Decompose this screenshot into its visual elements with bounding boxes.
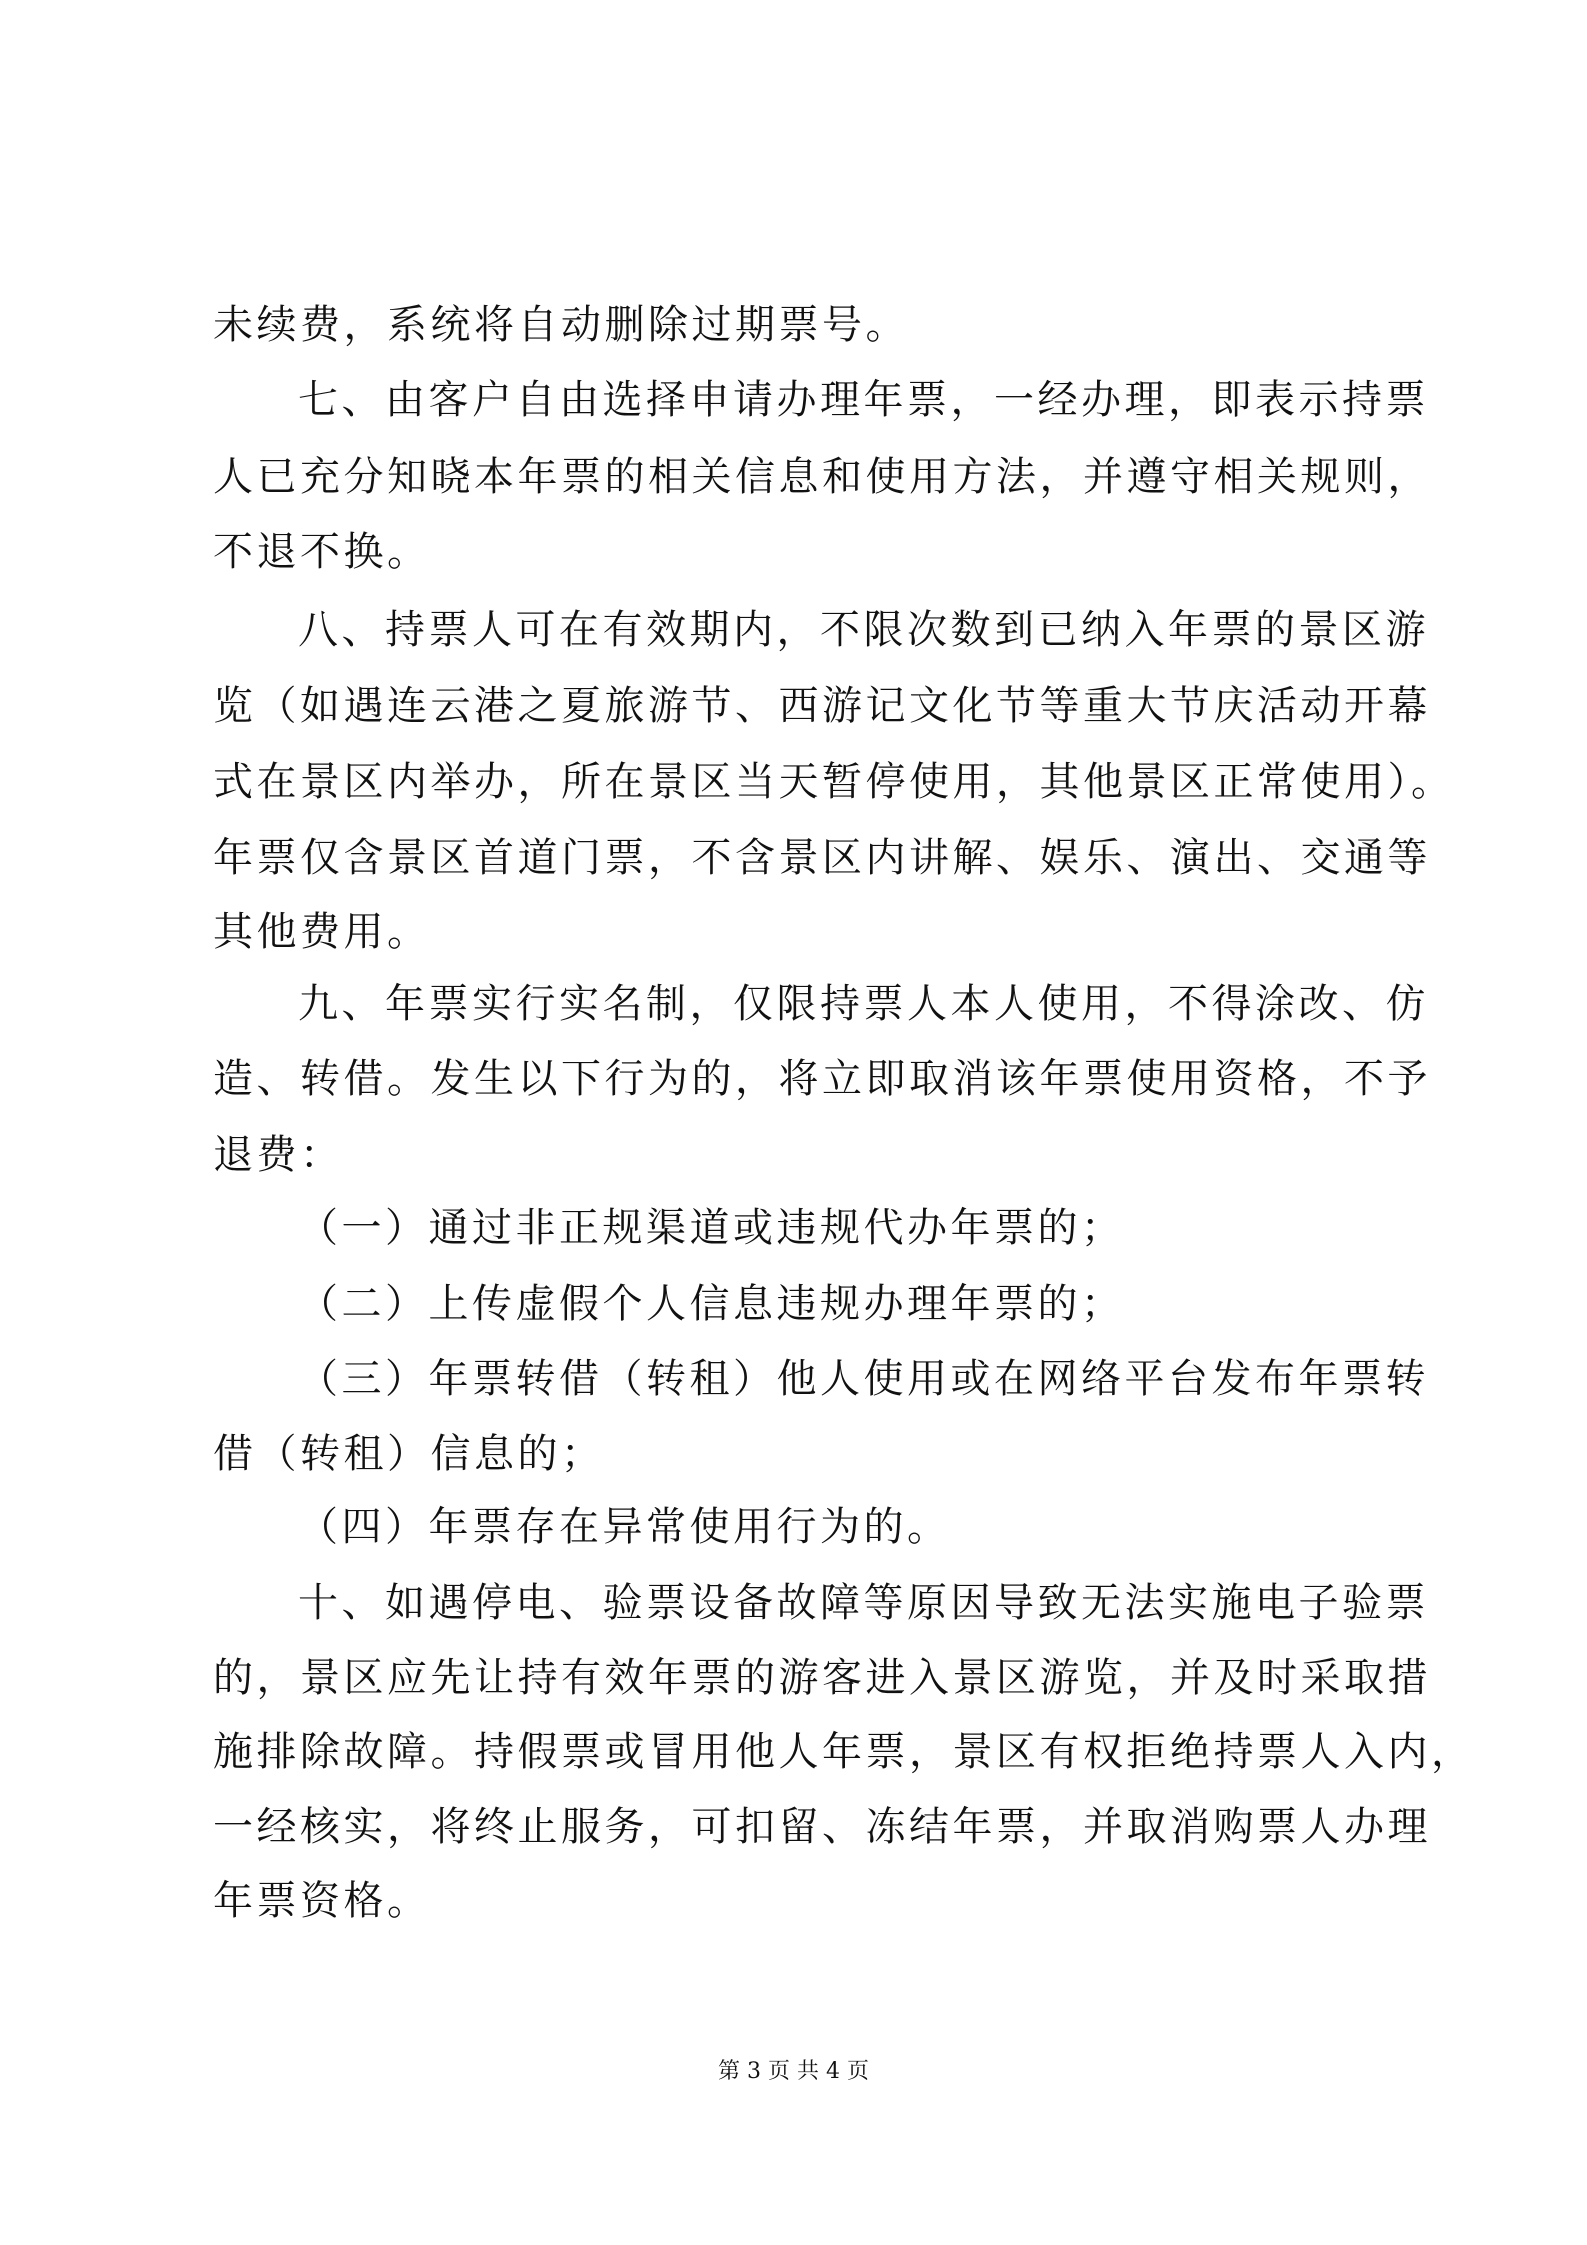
text-line (0, 1039, 1587, 1119)
line-text: （一）通过非正规渠道或违规代办年票的； (298, 1205, 1125, 1251)
line-text: 造、转借。发生以下行为的，将立即取消该年票使用资格，不予 (213, 1056, 1431, 1102)
text-line (0, 1861, 1587, 1941)
text-line (0, 437, 1587, 517)
line-text: （四）年票存在异常使用行为的。 (298, 1504, 951, 1550)
text-line (0, 818, 1587, 898)
line-text: 其他费用。 (213, 909, 431, 955)
text-line (0, 666, 1587, 746)
line-text: 式在景区内举办，所在景区当天暂停使用，其他景区正常使用）。 (213, 759, 1455, 805)
text-line (0, 1188, 1587, 1268)
text-line (0, 1487, 1587, 1567)
line-text: （三）年票转借（转租）他人使用或在网络平台发布年票转 (298, 1356, 1429, 1402)
line-text: 九、年票实行实名制，仅限持票人本人使用，不得涂改、仿 (298, 981, 1429, 1027)
line-text: 未续费，系统将自动删除过期票号。 (213, 302, 909, 348)
text-line (0, 590, 1587, 670)
page-number-footer: 第 3 页 共 4 页 (718, 2059, 869, 2084)
line-text: 一经核实，将终止服务，可扣留、冻结年票，并取消购票人办理 (213, 1804, 1431, 1850)
text-line (0, 1563, 1587, 1643)
line-text: 览（如遇连云港之夏旅游节、西游记文化节等重大节庆活动开幕 (213, 683, 1431, 729)
line-text: 借（转租）信息的； (213, 1431, 605, 1477)
text-line (0, 1115, 1587, 1195)
text-line (0, 1712, 1587, 1792)
line-text: 施排除故障。持假票或冒用他人年票，景区有权拒绝持票人入内， (213, 1729, 1475, 1775)
text-line (0, 512, 1587, 592)
line-text: 年票资格。 (213, 1878, 431, 1924)
text-line (0, 360, 1587, 440)
text-line (0, 1638, 1587, 1718)
text-line (0, 742, 1587, 822)
line-text: 的，景区应先让持有效年票的游客进入景区游览，并及时采取措 (213, 1655, 1431, 1701)
line-text: 年票仅含景区首道门票，不含景区内讲解、娱乐、演出、交通等 (213, 835, 1431, 881)
text-line (0, 1264, 1587, 1344)
text-line (0, 1787, 1587, 1867)
line-text: 十、如遇停电、验票设备故障等原因导致无法实施电子验票 (298, 1580, 1429, 1626)
text-line (0, 1339, 1587, 1419)
line-text: 八、持票人可在有效期内，不限次数到已纳入年票的景区游 (298, 607, 1429, 653)
line-text: 七、由客户自由选择申请办理年票，一经办理，即表示持票 (298, 377, 1429, 423)
line-text: 不退不换。 (213, 529, 431, 575)
line-text: 退费： (213, 1132, 344, 1178)
text-line (0, 1414, 1587, 1494)
line-text: （二）上传虚假个人信息违规办理年票的； (298, 1281, 1125, 1327)
text-line (0, 964, 1587, 1044)
text-line (0, 892, 1587, 972)
line-text: 人已充分知晓本年票的相关信息和使用方法，并遵守相关规则， (213, 454, 1431, 500)
text-line (0, 285, 1587, 365)
